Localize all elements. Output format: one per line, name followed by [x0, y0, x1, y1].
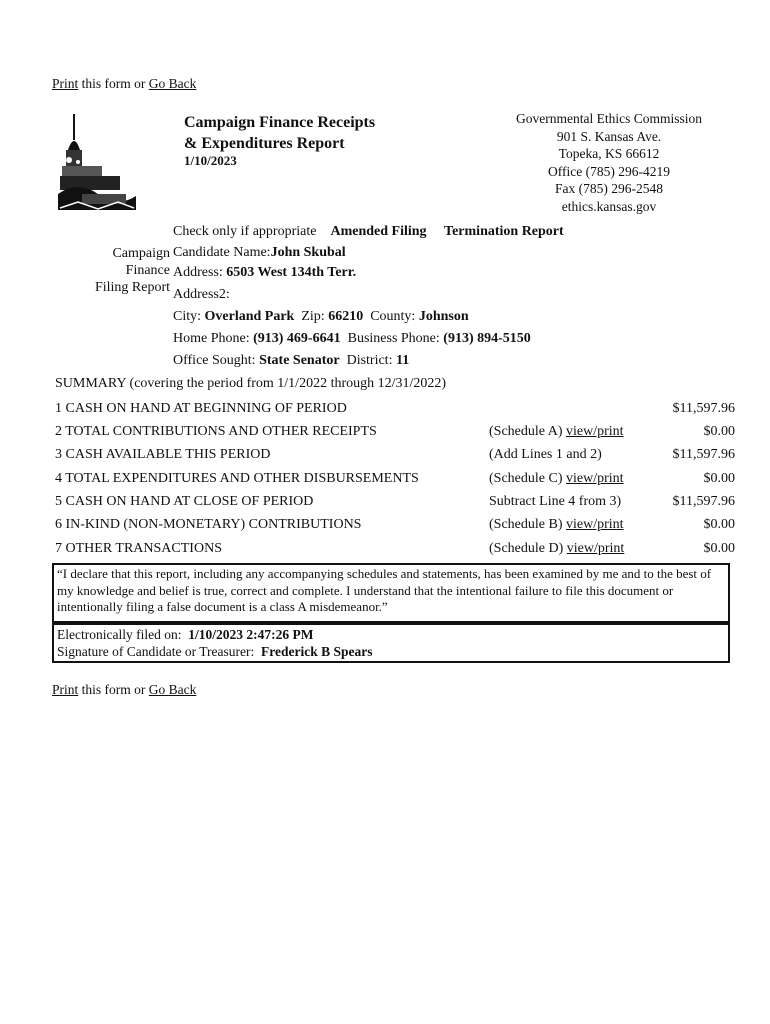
schedule-label: (Schedule C)	[489, 471, 563, 486]
address2-row	[173, 287, 230, 303]
city-row	[173, 309, 469, 325]
filed-on-row	[57, 626, 725, 643]
signer-value: Frederick B Spears	[260, 644, 373, 659]
top-nav	[52, 76, 196, 92]
row-amount: $0.00	[703, 517, 735, 532]
state-capitol-seal-icon	[58, 110, 136, 216]
side-label-line-2: Finance	[125, 263, 170, 278]
summary-row-1	[55, 399, 735, 419]
schedule-label: (Schedule D)	[489, 541, 564, 556]
row-label: 6 IN-KIND (NON-MONETARY) CONTRIBUTIONS	[55, 517, 362, 532]
side-label	[60, 245, 170, 296]
candidate-name-row	[173, 245, 346, 261]
row-schedule	[489, 539, 624, 559]
go-back-link[interactable]: Go Back	[148, 682, 197, 697]
nav-text: this form or	[81, 76, 146, 91]
print-link[interactable]: Print	[52, 682, 79, 697]
row-label: 4 TOTAL EXPENDITURES AND OTHER DISBURSEMENTS	[55, 471, 419, 486]
row-label: 3 CASH AVAILABLE THIS PERIOD	[55, 447, 271, 462]
summary-row-2	[55, 422, 735, 442]
view-print-link[interactable]: view/print	[565, 471, 624, 486]
agency-street: 901 S. Kansas Ave.	[556, 128, 662, 144]
filed-on-value: 1/10/2023 2:47:26 PM	[188, 627, 314, 642]
summary-heading: SUMMARY (covering the period from 1/1/2022 through 12/31/2022)	[55, 376, 447, 391]
zip-value: 66210	[328, 309, 364, 324]
go-back-link[interactable]: Go Back	[148, 76, 197, 91]
home-phone-label: Home Phone:	[173, 331, 250, 346]
row-schedule	[489, 469, 624, 489]
report-date: 1/10/2023	[184, 153, 237, 168]
row-schedule	[489, 422, 624, 442]
nav-text: this form or	[81, 682, 146, 697]
row-label: 2 TOTAL CONTRIBUTIONS AND OTHER RECEIPTS	[55, 424, 377, 439]
check-label: Check only if appropriate	[173, 224, 317, 239]
row-label: 7 OTHER TRANSACTIONS	[55, 541, 222, 556]
row-label: 1 CASH ON HAND AT BEGINNING OF PERIOD	[55, 401, 347, 416]
city-value: Overland Park	[204, 309, 295, 324]
phone-row	[173, 331, 531, 347]
row-amount: $11,597.96	[672, 401, 735, 416]
summary-row-3	[55, 445, 735, 465]
agency-office-phone: Office (785) 296-4219	[548, 163, 670, 179]
termination-report-option: Termination Report	[444, 224, 564, 239]
summary-row-6	[55, 515, 735, 535]
business-phone-label: Business Phone:	[347, 331, 440, 346]
schedule-label: (Schedule B)	[489, 517, 563, 532]
row-amount: $0.00	[703, 471, 735, 486]
candidate-name-label: Candidate Name:	[173, 245, 271, 260]
row-amount: $0.00	[703, 424, 735, 439]
zip-label: Zip:	[301, 309, 325, 324]
office-sought-label: Office Sought:	[173, 353, 256, 368]
business-phone-value: (913) 894-5150	[443, 331, 531, 346]
row-amount: $11,597.96	[672, 447, 735, 462]
county-value: Johnson	[418, 309, 469, 324]
summary-row-4	[55, 469, 735, 489]
side-label-line-1: Campaign	[112, 246, 170, 261]
view-print-link[interactable]: view/print	[565, 424, 624, 439]
declaration-box	[52, 563, 730, 623]
row-label: 5 CASH ON HAND AT CLOSE OF PERIOD	[55, 494, 314, 509]
filed-on-label: Electronically filed on:	[57, 627, 182, 642]
district-value: 11	[395, 353, 410, 368]
office-row	[173, 353, 409, 369]
report-title	[184, 112, 375, 154]
address-row	[173, 265, 356, 281]
address2-label: Address2:	[173, 287, 230, 302]
signer-label: Signature of Candidate or Treasurer:	[57, 644, 255, 659]
district-label: District:	[346, 353, 393, 368]
row-schedule: (Add Lines 1 and 2)	[489, 447, 602, 462]
row-schedule	[489, 515, 624, 535]
view-print-link[interactable]: view/print	[565, 517, 624, 532]
agency-city: Topeka, KS 66612	[558, 146, 660, 161]
view-print-link[interactable]: view/print	[566, 541, 625, 556]
address-label: Address:	[173, 265, 223, 280]
signer-row	[57, 643, 725, 660]
summary-row-5	[55, 492, 735, 512]
row-schedule: Subtract Line 4 from 3)	[489, 494, 622, 509]
declaration-text: “I declare that this report, including any accompanying schedules and statements, has been examined by me and to the best of my knowledge and belief is true, correct and complete. I understand that the intentional failure to file this document or intentionally filing a false document is a class A misdemeanor.”	[57, 566, 712, 614]
address-value: 6503 West 134th Terr.	[226, 265, 357, 280]
title-line-1: Campaign Finance Receipts	[184, 114, 376, 131]
bottom-nav	[52, 682, 196, 698]
county-label: County:	[370, 309, 416, 324]
agency-address	[498, 110, 720, 215]
schedule-label: (Schedule A)	[489, 424, 563, 439]
title-line-2: & Expenditures Report	[184, 135, 345, 152]
candidate-name-value: John Skubal	[270, 245, 346, 260]
print-link[interactable]: Print	[52, 76, 79, 91]
home-phone-value: (913) 469-6641	[253, 331, 341, 346]
row-amount: $0.00	[703, 541, 735, 556]
agency-fax: Fax (785) 296-2548	[555, 181, 663, 196]
office-sought-value: State Senator	[259, 353, 340, 368]
city-label: City:	[173, 309, 202, 324]
signature-box	[52, 623, 730, 663]
amended-filing-option: Amended Filing	[330, 224, 427, 239]
agency-website: ethics.kansas.gov	[561, 198, 657, 214]
row-amount: $11,597.96	[672, 494, 735, 509]
summary-row-7	[55, 539, 735, 559]
filing-type-row	[173, 224, 564, 240]
agency-name: Governmental Ethics Commission	[516, 111, 702, 126]
side-label-line-3: Filing Report	[94, 280, 170, 295]
